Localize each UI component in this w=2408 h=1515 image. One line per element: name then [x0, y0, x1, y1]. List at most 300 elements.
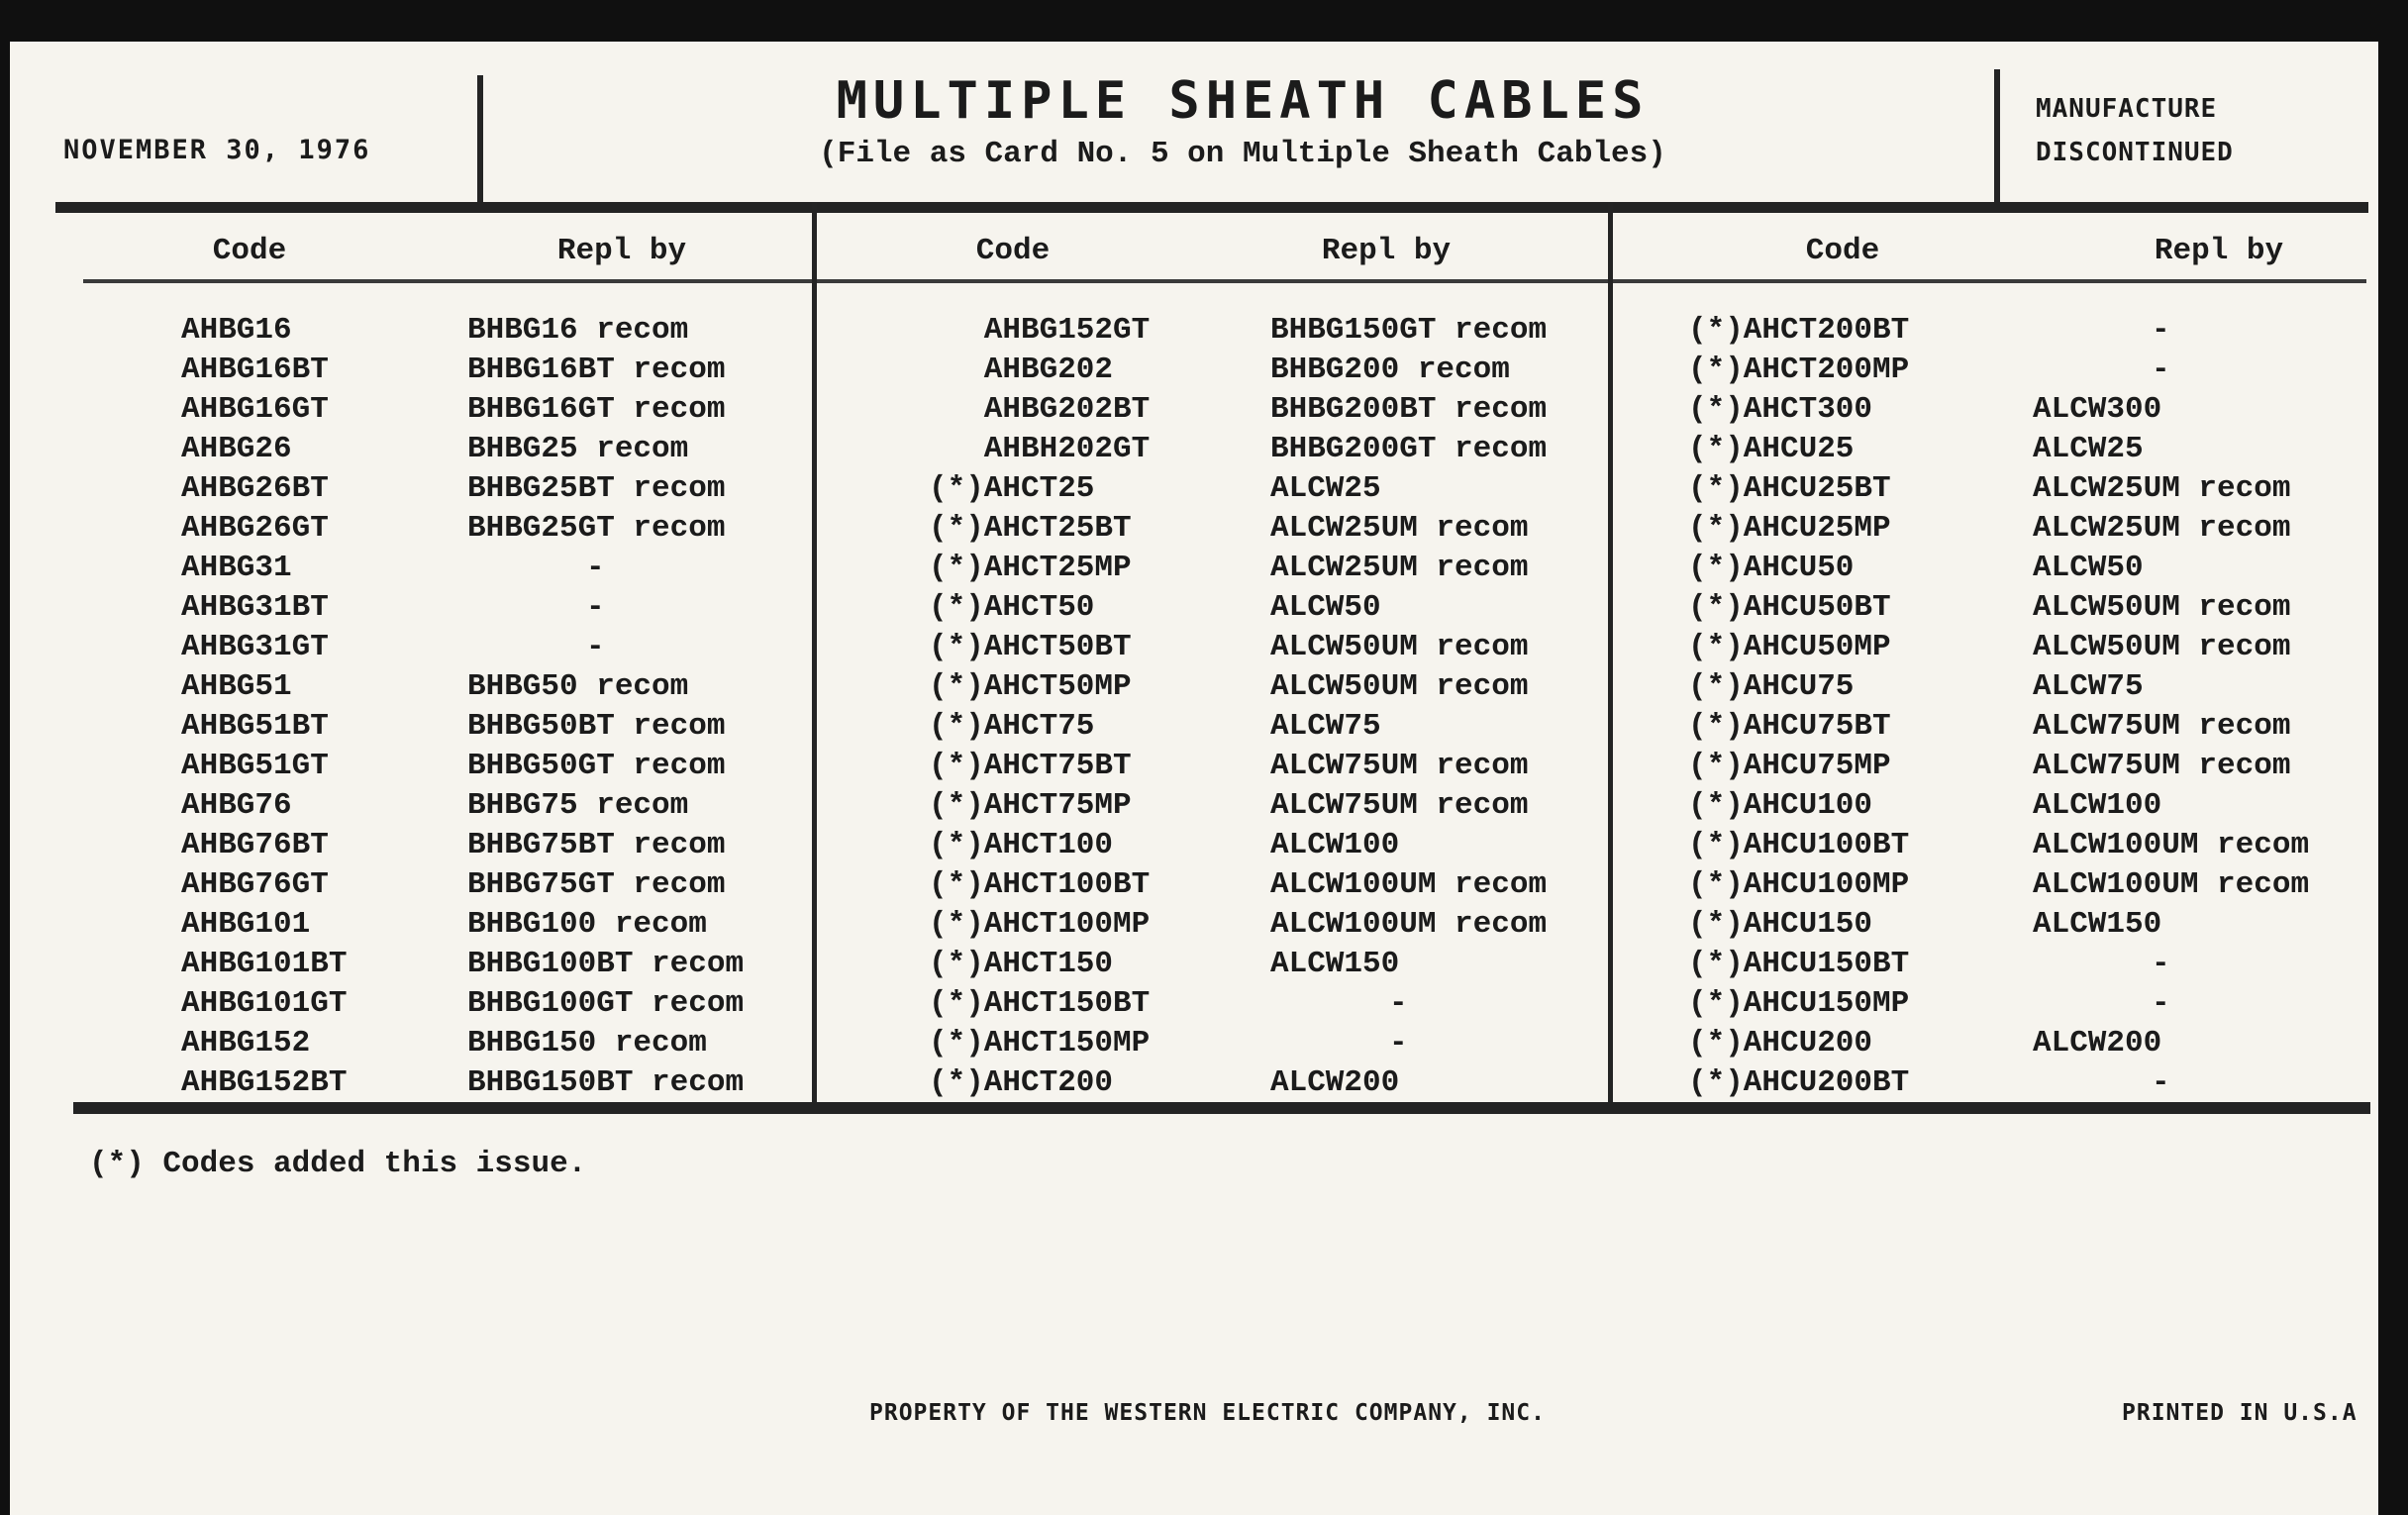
codes-added-star-prefix: (*)	[929, 511, 984, 546]
replaced-by-none: -	[586, 551, 605, 585]
replaced-by: ALCW50UM recom	[1270, 630, 1529, 664]
cable-code: AHCU75BT	[1743, 709, 1891, 744]
codes-added-star-prefix: (*)	[929, 1026, 984, 1060]
replaced-by: BHBG200GT recom	[1270, 432, 1548, 466]
replaced-by: ALCW50	[2033, 551, 2144, 585]
table-row	[814, 390, 1610, 430]
code-cell	[181, 667, 292, 707]
cable-code: AHCU75	[1743, 669, 1855, 704]
cable-code: AHCT75BT	[983, 749, 1132, 783]
codes-added-star-prefix: (*)	[929, 630, 984, 664]
code-cell	[1688, 549, 1854, 588]
replaced-by: ALCW100UM recom	[1270, 907, 1548, 942]
codes-added-star-prefix: (*)	[929, 947, 984, 981]
table-row	[1610, 707, 2378, 747]
replaced-by-none: -	[586, 590, 605, 625]
replaced-by: ALCW100UM recom	[2033, 867, 2310, 902]
cable-code: AHCT150MP	[983, 1026, 1151, 1060]
code-cell	[929, 430, 1150, 469]
cable-code: AHCT150	[983, 947, 1114, 981]
table-row	[59, 390, 814, 430]
table-bottom-rule	[73, 1102, 2370, 1114]
codes-added-star-prefix: (*)	[929, 471, 984, 506]
codes-added-star-prefix: (*)	[1688, 313, 1744, 348]
code-cell	[181, 351, 329, 390]
table-row	[59, 549, 814, 588]
replaced-by: ALCW25UM recom	[1270, 551, 1529, 585]
table-row	[1610, 865, 2378, 905]
codes-added-star-prefix: (*)	[929, 986, 984, 1021]
codes-added-star-prefix: (*)	[929, 669, 984, 704]
replaced-by: BHBG200BT recom	[1270, 392, 1548, 427]
cable-code: AHCT300	[1743, 392, 1873, 427]
code-cell	[1688, 628, 1891, 667]
header-rule	[55, 202, 2368, 213]
cable-code: AHBG76	[181, 788, 292, 823]
cable-code: AHCT50BT	[983, 630, 1132, 664]
cable-code: AHBG16GT	[181, 392, 329, 427]
code-cell	[181, 549, 292, 588]
replaced-by: BHBG50 recom	[467, 669, 689, 704]
table-row	[1610, 390, 2378, 430]
cable-code: AHCU200	[1743, 1026, 1873, 1060]
table-row	[1610, 430, 2378, 469]
replaced-by: ALCW200	[1270, 1065, 1400, 1100]
codes-added-star-prefix: (*)	[1688, 392, 1744, 427]
cable-code: AHCT50MP	[983, 669, 1132, 704]
replaced-by: BHBG200 recom	[1270, 353, 1510, 387]
replaced-by: ALCW75	[2033, 669, 2144, 704]
codes-added-star-prefix: (*)	[929, 551, 984, 585]
scan-border-left	[0, 42, 10, 1515]
table-row	[1610, 945, 2378, 984]
code-cell	[929, 984, 1150, 1024]
code-cell	[929, 588, 1094, 628]
cable-code: AHBG31	[181, 551, 292, 585]
table-row	[814, 430, 1610, 469]
table-panel-3	[1610, 311, 2378, 1103]
cable-code: AHCU25	[1743, 432, 1855, 466]
replaced-by: ALCW75UM recom	[1270, 788, 1529, 823]
code-cell	[929, 469, 1094, 509]
cable-code: AHBG26BT	[181, 471, 329, 506]
table-row	[814, 667, 1610, 707]
table-row	[814, 469, 1610, 509]
column-header-repl-1: Repl by	[556, 234, 687, 268]
code-cell	[181, 1063, 347, 1103]
cable-code: AHCT100MP	[983, 907, 1151, 942]
table-row	[814, 747, 1610, 786]
table-row	[59, 311, 814, 351]
column-header-code-3: Code	[1805, 234, 1880, 268]
table-row	[59, 826, 814, 865]
replaced-by: BHBG150GT recom	[1270, 313, 1548, 348]
stamp-line-1: MANUFACTURE	[2036, 94, 2218, 124]
code-cell	[929, 509, 1132, 549]
table-row	[814, 1024, 1610, 1063]
cable-code: AHBG16	[181, 313, 292, 348]
property-notice: PROPERTY OF THE WESTERN ELECTRIC COMPANY, INC.	[869, 1400, 1546, 1426]
cable-code: AHBG152BT	[181, 1065, 348, 1100]
codes-added-star-prefix: (*)	[1688, 749, 1744, 783]
table-row	[59, 865, 814, 905]
scan-border-top	[0, 0, 2408, 42]
code-cell	[181, 905, 310, 945]
cable-code: AHCT50	[983, 590, 1095, 625]
code-cell	[929, 1024, 1150, 1063]
replaced-by: ALCW50UM recom	[2033, 590, 2291, 625]
code-cell	[1688, 905, 1872, 945]
page-subtitle: (File as Card No. 5 on Multiple Sheath Cables)	[819, 137, 1666, 171]
table-row	[59, 984, 814, 1024]
table-row	[814, 945, 1610, 984]
issue-date: NOVEMBER 30, 1976	[63, 135, 371, 165]
table-row	[1610, 628, 2378, 667]
cable-code: AHCT100BT	[983, 867, 1151, 902]
replaced-by: BHBG100BT recom	[467, 947, 745, 981]
table-row	[59, 786, 814, 826]
code-cell	[929, 747, 1132, 786]
code-cell	[929, 786, 1132, 826]
code-cell	[1688, 351, 1909, 390]
codes-added-star-prefix: (*)	[929, 907, 984, 942]
replaced-by: BHBG16GT recom	[467, 392, 726, 427]
code-cell	[929, 667, 1132, 707]
replaced-by-none: -	[1389, 1026, 1408, 1060]
replaced-by: BHBG75GT recom	[467, 867, 726, 902]
codes-added-star-prefix: (*)	[1688, 669, 1744, 704]
replaced-by: ALCW150	[2033, 907, 2162, 942]
page-title: MULTIPLE SHEATH CABLES	[836, 71, 1650, 131]
printed-in-usa: PRINTED IN U.S.A	[2122, 1400, 2358, 1426]
replaced-by: BHBG25BT recom	[467, 471, 726, 506]
table-row	[59, 945, 814, 984]
replaced-by: BHBG100GT recom	[467, 986, 745, 1021]
table-row	[814, 1063, 1610, 1103]
cable-code: AHBG101BT	[181, 947, 348, 981]
table-row	[814, 707, 1610, 747]
codes-added-star-prefix: (*)	[929, 867, 984, 902]
header-divider-left	[477, 75, 483, 211]
replaced-by: BHBG50BT recom	[467, 709, 726, 744]
cable-code: AHCT75	[983, 709, 1095, 744]
table-panel-2	[814, 311, 1610, 1103]
replaced-by: BHBG50GT recom	[467, 749, 726, 783]
replaced-by: ALCW200	[2033, 1026, 2162, 1060]
code-cell	[929, 351, 1113, 390]
code-cell	[181, 1024, 310, 1063]
replaced-by: BHBG16 recom	[467, 313, 689, 348]
code-cell	[1688, 707, 1891, 747]
code-cell	[1688, 747, 1891, 786]
codes-added-star-prefix: (*)	[1688, 709, 1744, 744]
replaced-by: ALCW75UM recom	[2033, 709, 2291, 744]
code-cell	[1688, 588, 1891, 628]
cable-code: AHBG16BT	[181, 353, 329, 387]
column-header-code-2: Code	[975, 234, 1051, 268]
table-row	[814, 588, 1610, 628]
table-row	[59, 351, 814, 390]
cable-code: AHBG76GT	[181, 867, 329, 902]
table-row	[1610, 1063, 2378, 1103]
table-row	[59, 1063, 814, 1103]
cable-code: AHCT75MP	[983, 788, 1132, 823]
column-header-rule	[83, 279, 2366, 283]
replaced-by: ALCW50UM recom	[1270, 669, 1529, 704]
table-row	[59, 905, 814, 945]
code-cell	[1688, 469, 1891, 509]
cable-code: AHBG152	[181, 1026, 311, 1060]
replaced-by: ALCW75UM recom	[1270, 749, 1529, 783]
replaced-by: ALCW100UM recom	[1270, 867, 1548, 902]
code-cell	[929, 628, 1132, 667]
cable-code: AHCT25BT	[983, 511, 1132, 546]
cable-code: AHCT200MP	[1743, 353, 1910, 387]
replaced-by: ALCW25UM recom	[2033, 511, 2291, 546]
cable-code: AHBG31BT	[181, 590, 329, 625]
replaced-by: BHBG25 recom	[467, 432, 689, 466]
table-row	[1610, 549, 2378, 588]
cable-code: AHCT25MP	[983, 551, 1132, 585]
codes-added-star-prefix: (*)	[1688, 471, 1744, 506]
replaced-by: ALCW25	[1270, 471, 1381, 506]
codes-added-star-prefix: (*)	[929, 788, 984, 823]
codes-added-star-prefix: (*)	[1688, 1026, 1744, 1060]
code-cell	[181, 628, 329, 667]
replaced-by: BHBG150BT recom	[467, 1065, 745, 1100]
cable-code: AHBG26GT	[181, 511, 329, 546]
table-row	[1610, 905, 2378, 945]
replaced-by: BHBG25GT recom	[467, 511, 726, 546]
replaced-by: ALCW25UM recom	[2033, 471, 2291, 506]
table-row	[59, 1024, 814, 1063]
code-cell	[1688, 390, 1872, 430]
replaced-by: ALCW50UM recom	[2033, 630, 2291, 664]
codes-added-star-prefix: (*)	[1688, 1065, 1744, 1100]
table-row	[59, 628, 814, 667]
table-row	[814, 549, 1610, 588]
cable-code: AHBG51BT	[181, 709, 329, 744]
code-cell	[1688, 945, 1909, 984]
replaced-by-none: -	[2152, 986, 2170, 1021]
code-cell	[1688, 865, 1909, 905]
table-row	[59, 588, 814, 628]
cable-code: AHCU25MP	[1743, 511, 1891, 546]
code-cell	[181, 707, 329, 747]
code-cell	[181, 865, 329, 905]
table-row	[1610, 1024, 2378, 1063]
cable-code: AHCU50	[1743, 551, 1855, 585]
cable-code: AHCT25	[983, 471, 1095, 506]
cable-code: AHBG26	[181, 432, 292, 466]
replaced-by-none: -	[2152, 353, 2170, 387]
code-cell	[929, 549, 1132, 588]
code-cell	[181, 469, 329, 509]
cable-code: AHCT150BT	[983, 986, 1151, 1021]
codes-added-star-prefix: (*)	[1688, 907, 1744, 942]
cable-code: AHBG101GT	[181, 986, 348, 1021]
code-cell	[181, 588, 329, 628]
cable-code: AHCU150MP	[1743, 986, 1910, 1021]
table-row	[59, 509, 814, 549]
codes-added-star-prefix: (*)	[929, 709, 984, 744]
table-row	[814, 984, 1610, 1024]
code-cell	[929, 1063, 1113, 1103]
code-cell	[1688, 430, 1854, 469]
table-row	[814, 509, 1610, 549]
replaced-by: ALCW75	[1270, 709, 1381, 744]
code-cell	[1688, 984, 1909, 1024]
codes-added-star-prefix: (*)	[1688, 353, 1744, 387]
code-cell	[929, 905, 1150, 945]
replaced-by-none: -	[2152, 313, 2170, 348]
table-row	[1610, 747, 2378, 786]
stamp-line-2: DISCONTINUED	[2036, 138, 2234, 167]
replaced-by: ALCW75UM recom	[2033, 749, 2291, 783]
table-row	[814, 865, 1610, 905]
replaced-by: ALCW100UM recom	[2033, 828, 2310, 862]
codes-added-star-prefix: (*)	[1688, 788, 1744, 823]
cable-code: AHCU50BT	[1743, 590, 1891, 625]
cable-code: AHCU100MP	[1743, 867, 1910, 902]
code-cell	[1688, 1063, 1909, 1103]
code-cell	[1688, 667, 1854, 707]
cable-code: AHCU200BT	[1743, 1065, 1910, 1100]
code-cell	[929, 945, 1113, 984]
code-cell	[1688, 509, 1891, 549]
replaced-by: ALCW300	[2033, 392, 2162, 427]
cable-code: AHBG51	[181, 669, 292, 704]
replaced-by: ALCW25UM recom	[1270, 511, 1529, 546]
table-row	[1610, 509, 2378, 549]
table-row	[59, 469, 814, 509]
code-cell	[1688, 826, 1909, 865]
table-row	[59, 430, 814, 469]
table-row	[1610, 826, 2378, 865]
cable-code: AHCU50MP	[1743, 630, 1891, 664]
table-row	[1610, 588, 2378, 628]
codes-added-star-prefix: (*)	[929, 828, 984, 862]
table-row	[814, 786, 1610, 826]
codes-added-star-prefix: (*)	[1688, 828, 1744, 862]
replaced-by: ALCW50	[1270, 590, 1381, 625]
cable-code: AHCT100	[983, 828, 1114, 862]
replaced-by: BHBG150 recom	[467, 1026, 707, 1060]
replaced-by-none: -	[586, 630, 605, 664]
cable-code: AHCU25BT	[1743, 471, 1891, 506]
table-row	[1610, 311, 2378, 351]
cable-code: AHCU100BT	[1743, 828, 1910, 862]
code-cell	[181, 311, 292, 351]
header-divider-right	[1994, 69, 2000, 211]
codes-added-star-prefix: (*)	[1688, 986, 1744, 1021]
column-header-code-1: Code	[212, 234, 287, 268]
column-header-repl-3: Repl by	[2154, 234, 2284, 268]
replaced-by: ALCW25	[2033, 432, 2144, 466]
codes-added-star-prefix: (*)	[1688, 590, 1744, 625]
codes-added-star-prefix: (*)	[1688, 867, 1744, 902]
table-row	[814, 311, 1610, 351]
replaced-by: ALCW150	[1270, 947, 1400, 981]
code-cell	[929, 311, 1150, 351]
table-row	[1610, 667, 2378, 707]
replaced-by: BHBG16BT recom	[467, 353, 726, 387]
code-cell	[1688, 311, 1909, 351]
cable-code: AHBH202GT	[983, 432, 1151, 466]
scan-border-right	[2378, 42, 2408, 1515]
cable-code: AHCU150	[1743, 907, 1873, 942]
code-cell	[929, 707, 1094, 747]
cable-code: AHBG101	[181, 907, 311, 942]
code-cell	[929, 826, 1113, 865]
table-row	[1610, 786, 2378, 826]
codes-added-star-prefix: (*)	[1688, 947, 1744, 981]
replaced-by-none: -	[2152, 947, 2170, 981]
code-cell	[929, 865, 1150, 905]
table-row	[1610, 469, 2378, 509]
table-row	[59, 747, 814, 786]
codes-added-star-prefix: (*)	[1688, 511, 1744, 546]
code-cell	[181, 390, 329, 430]
code-cell	[181, 747, 329, 786]
codes-added-star-prefix: (*)	[929, 1065, 984, 1100]
code-cell	[1688, 786, 1872, 826]
cable-code: AHBG152GT	[983, 313, 1151, 348]
code-cell	[929, 390, 1150, 430]
cable-code: AHCT200BT	[1743, 313, 1910, 348]
replaced-by: ALCW100	[2033, 788, 2162, 823]
code-cell	[181, 826, 329, 865]
column-header-repl-2: Repl by	[1321, 234, 1452, 268]
table-row	[59, 667, 814, 707]
table-panel-1	[59, 311, 814, 1103]
code-cell	[181, 984, 347, 1024]
cable-code: AHCT200	[983, 1065, 1114, 1100]
replaced-by: BHBG75 recom	[467, 788, 689, 823]
table-row	[1610, 351, 2378, 390]
codes-added-star-prefix: (*)	[1688, 551, 1744, 585]
table-row	[1610, 984, 2378, 1024]
replaced-by: ALCW100	[1270, 828, 1400, 862]
cable-code: AHCU100	[1743, 788, 1873, 823]
cable-code: AHBG202BT	[983, 392, 1151, 427]
code-cell	[181, 786, 292, 826]
code-cell	[181, 430, 292, 469]
codes-added-star-prefix: (*)	[1688, 630, 1744, 664]
codes-added-star-prefix: (*)	[929, 590, 984, 625]
table-row	[814, 351, 1610, 390]
manufacture-discontinued-stamp	[2036, 87, 2234, 174]
codes-added-star-prefix: (*)	[929, 749, 984, 783]
cable-code: AHBG202	[983, 353, 1114, 387]
cable-code: AHCU75MP	[1743, 749, 1891, 783]
cable-code: AHCU150BT	[1743, 947, 1910, 981]
code-cell	[181, 509, 329, 549]
cable-code: AHBG31GT	[181, 630, 329, 664]
table-row	[814, 826, 1610, 865]
replaced-by: BHBG75BT recom	[467, 828, 726, 862]
replaced-by-none: -	[1389, 986, 1408, 1021]
replaced-by-none: -	[2152, 1065, 2170, 1100]
cable-code: AHBG76BT	[181, 828, 329, 862]
footnote: (*) Codes added this issue.	[89, 1147, 587, 1181]
codes-added-star-prefix: (*)	[1688, 432, 1744, 466]
table-row	[59, 707, 814, 747]
cable-code: AHBG51GT	[181, 749, 329, 783]
table-row	[814, 905, 1610, 945]
table-row	[814, 628, 1610, 667]
replaced-by: BHBG100 recom	[467, 907, 707, 942]
